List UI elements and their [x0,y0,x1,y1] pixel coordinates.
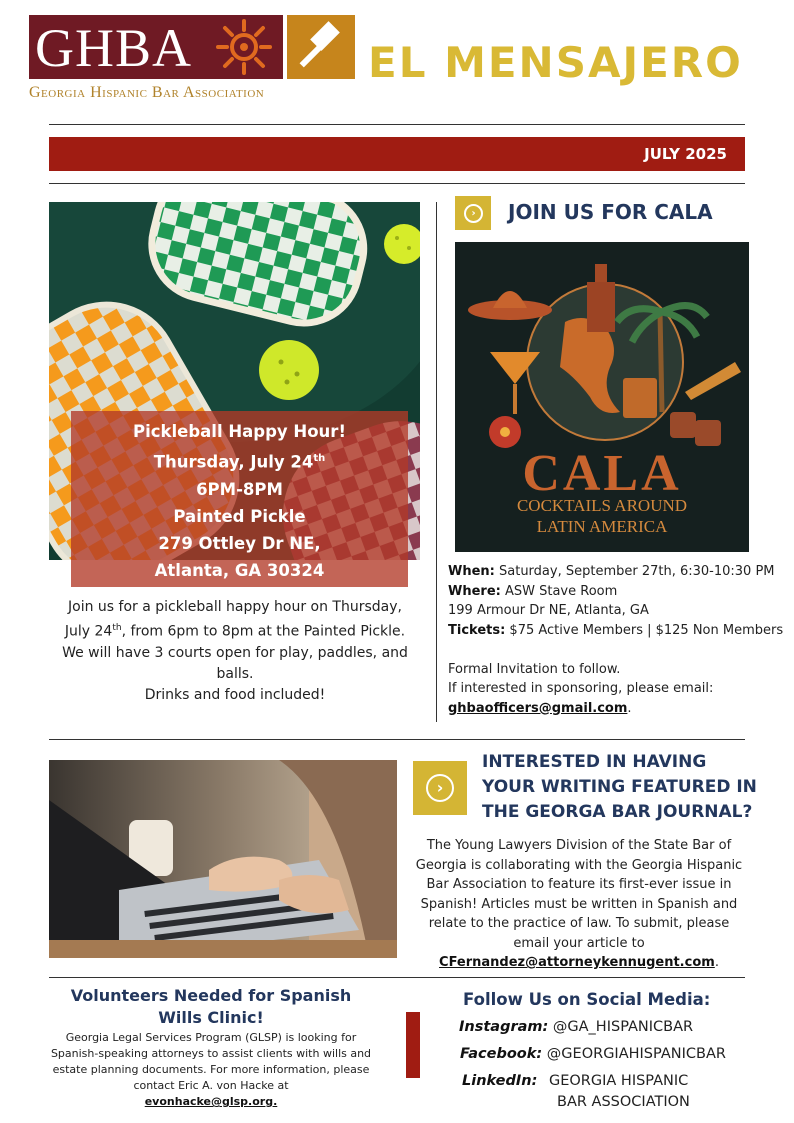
divider [49,124,745,125]
social-facebook[interactable]: Facebook: @GEORGIAHISPANICBAR [460,1046,726,1062]
cala-poster [455,242,749,552]
accent-bar [406,1012,420,1078]
newsletter-title: EL MENSAJERO [368,38,743,87]
event-title: Pickleball Happy Hour! [133,422,346,441]
cala-address: 199 Armour Dr NE, Atlanta, GA [448,603,649,618]
divider [49,739,745,740]
event-city: Atlanta, GA 30324 [154,560,325,580]
cala-poster-title: CALA [522,445,682,502]
cala-where: Where: ASW Stave Room [448,583,618,599]
social-heading: Follow Us on Social Media: [463,990,711,1009]
writing-email-link[interactable]: CFernandez@attorneykennugent.com [439,955,715,970]
issue-date: JULY 2025 [644,145,727,163]
writing-description: The Young Lawyers Division of the State Bar of Georgia is collaborating with the Georgia Hispanic Bar Association to feature its first-ever issue in Spanish! Articles must be written in Spanish and relate to the practice of law. To submit, please email your article to CFernandez@attorneykennugent.com. [415,838,743,970]
laptop-photo [49,760,397,958]
cala-heading: JOIN US FOR CALA [508,200,713,224]
gavel-icon [287,15,355,79]
divider [49,977,745,978]
writing-heading: INTERESTED IN HAVING YOUR WRITING FEATURED IN THE GEORGA BAR JOURNAL? [482,752,757,822]
chevron-badge [455,196,491,230]
logo-text: GHBA [35,18,193,78]
social-instagram[interactable]: Instagram: @GA_HISPANICBAR [459,1019,694,1035]
cala-when: When: Saturday, September 27th, 6:30-10:30 PM [448,564,775,579]
cala-note-invitation: Formal Invitation to follow. [448,661,621,677]
cala-tickets: Tickets: $75 Active Members | $125 Non Members [448,622,784,638]
chevron-right-icon: › [464,204,483,223]
chevron-right-icon: › [426,774,454,802]
pickleball-event-details [71,418,408,584]
cala-poster-subtitle-2: LATIN AMERICA [536,517,668,536]
event-address: 279 Ottley Dr NE, [158,533,321,553]
pickleball-description: Join us for a pickleball happy hour on Thursday, July 24th, from 6pm to 8pm at the Painted Pickle. We will have 3 courts open for play, paddles, and balls. Drinks and food included! [62,599,408,703]
cala-note-sponsor: If interested in sponsoring, please email: [448,681,714,696]
social-linkedin-value-2: BAR ASSOCIATION [557,1094,690,1110]
event-time: 6PM-8PM [196,479,283,499]
event-date: Thursday, July 24th [153,452,326,472]
volunteers-heading: Volunteers Needed for Spanish Wills Clinic! [70,986,352,1027]
gavel-badge [287,15,355,79]
divider [49,183,745,184]
cala-email-link[interactable]: ghbaofficers@gmail.com [448,700,628,716]
event-venue: Painted Pickle [173,506,306,526]
sun-icon [212,18,276,76]
cala-details: When: Saturday, September 27th, 6:30-10:30 PM Where: ASW Stave Room 199 Armour Dr NE, Atlanta, GA Tickets: $75 Active Members | $125 Non Members Formal Invitation to follow. If interested in sponsoring, please email: ghbaofficers@gmail.com. [448,562,788,718]
date-bar [49,137,745,171]
volunteers-description: Georgia Legal Services Program (GLSP) is looking for Spanish-speaking attorneys to assist clients with wills and estate planning documents. For more information, please contact Eric A. von Hacke at evonhacke@glsp.org. [50,1031,372,1108]
volunteers-email-link[interactable]: evonhacke@glsp.org. [144,1095,278,1108]
logo-subtitle: Georgia Hispanic Bar Association [29,84,265,101]
chevron-badge [413,761,467,815]
social-linkedin-value-1: GEORGIA HISPANIC [549,1073,689,1089]
social-linkedin[interactable]: LinkedIn: [462,1073,538,1089]
column-divider [436,202,437,722]
cala-poster-subtitle-1: COCKTAILS AROUND [516,496,688,515]
